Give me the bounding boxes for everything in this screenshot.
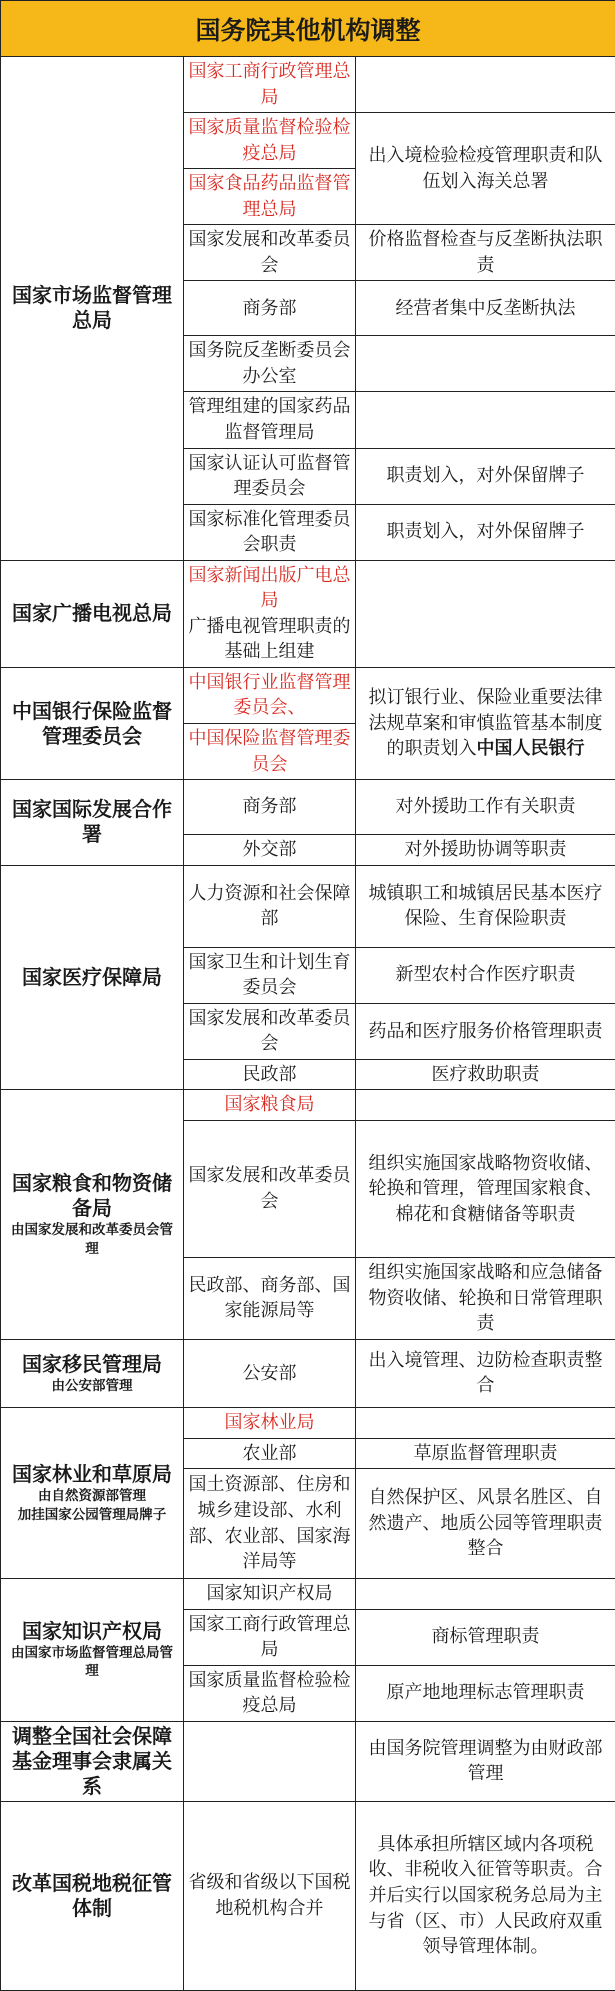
org-cbirc: 中国银行保险监督管理委员会 [1,667,184,779]
duty-strong-text: 中国人民银行 [477,738,585,759]
empty-cell [356,1090,615,1121]
duty-text: 拟订银行业、保险业重要法律法规草案和审慎监管基本制度的职责划入 [369,687,603,759]
table-row [1,1801,615,1990]
source-cell: 人力资源和社会保障部 [184,865,356,947]
source-cell: 国家标准化管理委员会职责 [184,504,356,560]
org-name-text: 国家知识产权局 [5,1619,179,1644]
source-cell: 农业部 [184,1438,356,1469]
duty-cell: 原产地地理标志管理职责 [356,1665,615,1721]
source-cell: 民政部 [184,1059,356,1090]
duty-cell: 药品和医疗服务价格管理职责 [356,1003,615,1059]
source-cell: 商务部 [184,281,356,336]
org-intellectual-property [1,1579,184,1722]
source-cell: 国家质量监督检验检疫总局 [184,113,356,169]
duty-cell [356,667,615,779]
org-subtitle: 由国家发展和改革委员会管理 [5,1221,179,1257]
table-row [1,1339,615,1407]
source-cell: 国家知识产权局 [184,1579,356,1610]
empty-cell [356,560,615,667]
empty-cell [356,392,615,448]
duty-cell: 自然保护区、风景名胜区、自然遗产、地质公园等管理职责整合 [356,1469,615,1579]
source-cell: 国务院反垄断委员会办公室 [184,336,356,392]
org-subtitle: 由自然资源部管理 [5,1487,179,1505]
source-cell: 国家质量监督检验检疫总局 [184,1665,356,1721]
source-cell: 中国银行业监督管理委员会、 [184,667,356,723]
empty-cell [356,1579,615,1610]
empty-cell [356,336,615,392]
org-name-text: 国家粮食和物资储备局 [5,1171,179,1221]
empty-cell [356,57,615,113]
empty-cell [356,1407,615,1438]
duty-cell: 城镇职工和城镇居民基本医疗保险、生育保险职责 [356,865,615,947]
source-cell: 国家认证认可监督管理委员会 [184,448,356,504]
table-row [1,1090,615,1121]
title-row [1,1,615,57]
source-red-text: 国家新闻出版广电总局 [188,563,351,614]
source-cell: 民政部、商务部、国家能源局等 [184,1257,356,1339]
table-row [1,865,615,947]
table-row [1,1721,615,1801]
org-name-text: 国家林业和草原局 [5,1462,179,1487]
org-forestry-grassland [1,1407,184,1578]
source-cell: 国家工商行政管理总局 [184,57,356,113]
table-row [1,1407,615,1438]
org-subtitle: 加挂国家公园管理局牌子 [5,1506,179,1524]
duty-cell: 由国务院管理调整为由财政部管理 [356,1721,615,1801]
org-radio-tv: 国家广播电视总局 [1,560,184,667]
duty-cell: 出入境检验检疫管理职责和队伍划入海关总署 [356,113,615,225]
duty-cell: 经营者集中反垄断执法 [356,281,615,336]
org-subtitle: 由公安部管理 [5,1377,179,1395]
org-subtitle: 由国家市场监督管理总局管理 [5,1644,179,1680]
source-cell: 外交部 [184,835,356,866]
table-row [1,560,615,667]
org-social-security-fund: 调整全国社会保障基金理事会隶属关系 [1,1721,184,1801]
source-cell [184,560,356,667]
org-tax-reform: 改革国税地税征管体制 [1,1801,184,1990]
duty-cell: 草原监督管理职责 [356,1438,615,1469]
source-cell: 国家工商行政管理总局 [184,1609,356,1665]
source-cell: 中国保险监督管理委员会 [184,724,356,780]
table-row [1,780,615,835]
source-cell: 国土资源部、住房和城乡建设部、水利部、农业部、国家海洋局等 [184,1469,356,1579]
table-title: 国务院其他机构调整 [1,1,615,57]
source-cell: 省级和省级以下国税地税机构合并 [184,1801,356,1990]
duty-cell: 商标管理职责 [356,1609,615,1665]
org-medical-security: 国家医疗保障局 [1,865,184,1090]
table-row [1,1579,615,1610]
source-cell: 国家发展和改革委员会 [184,1003,356,1059]
duty-cell: 职责划入，对外保留牌子 [356,448,615,504]
org-market-regulation: 国家市场监督管理总局 [1,57,184,561]
duty-cell: 职责划入，对外保留牌子 [356,504,615,560]
source-cell: 国家卫生和计划生育委员会 [184,947,356,1003]
source-cell: 商务部 [184,780,356,835]
duty-cell: 对外援助协调等职责 [356,835,615,866]
source-cell: 国家粮食局 [184,1090,356,1121]
duty-cell: 价格监督检查与反垄断执法职责 [356,225,615,281]
duty-cell: 新型农村合作医疗职责 [356,947,615,1003]
org-grain-reserves [1,1090,184,1340]
source-cell: 国家林业局 [184,1407,356,1438]
duty-cell: 对外援助工作有关职责 [356,780,615,835]
duty-cell: 具体承担所辖区域内各项税收、非税收入征管等职责。合并后实行以国家税务总局为主与省（区、市）人民政府双重领导管理体制。 [356,1801,615,1990]
table-row [1,667,615,723]
source-cell: 国家发展和改革委员会 [184,1120,356,1257]
empty-cell [184,1721,356,1801]
duty-cell: 出入境管理、边防检查职责整合 [356,1339,615,1407]
source-text: 广播电视管理职责的基础上组建 [188,614,351,665]
duty-cell: 医疗救助职责 [356,1059,615,1090]
org-name-text: 国家移民管理局 [5,1352,179,1377]
table-row [1,57,615,113]
source-cell: 国家发展和改革委员会 [184,225,356,281]
org-immigration [1,1339,184,1407]
duty-cell: 组织实施国家战略和应急储备物资收储、轮换和日常管理职责 [356,1257,615,1339]
source-cell: 国家食品药品监督管理总局 [184,169,356,225]
source-cell: 管理组建的国家药品监督管理局 [184,392,356,448]
duty-cell: 组织实施国家战略物资收储、轮换和管理，管理国家粮食、棉花和食糖储备等职责 [356,1120,615,1257]
source-cell: 公安部 [184,1339,356,1407]
org-cidca: 国家国际发展合作署 [1,780,184,866]
